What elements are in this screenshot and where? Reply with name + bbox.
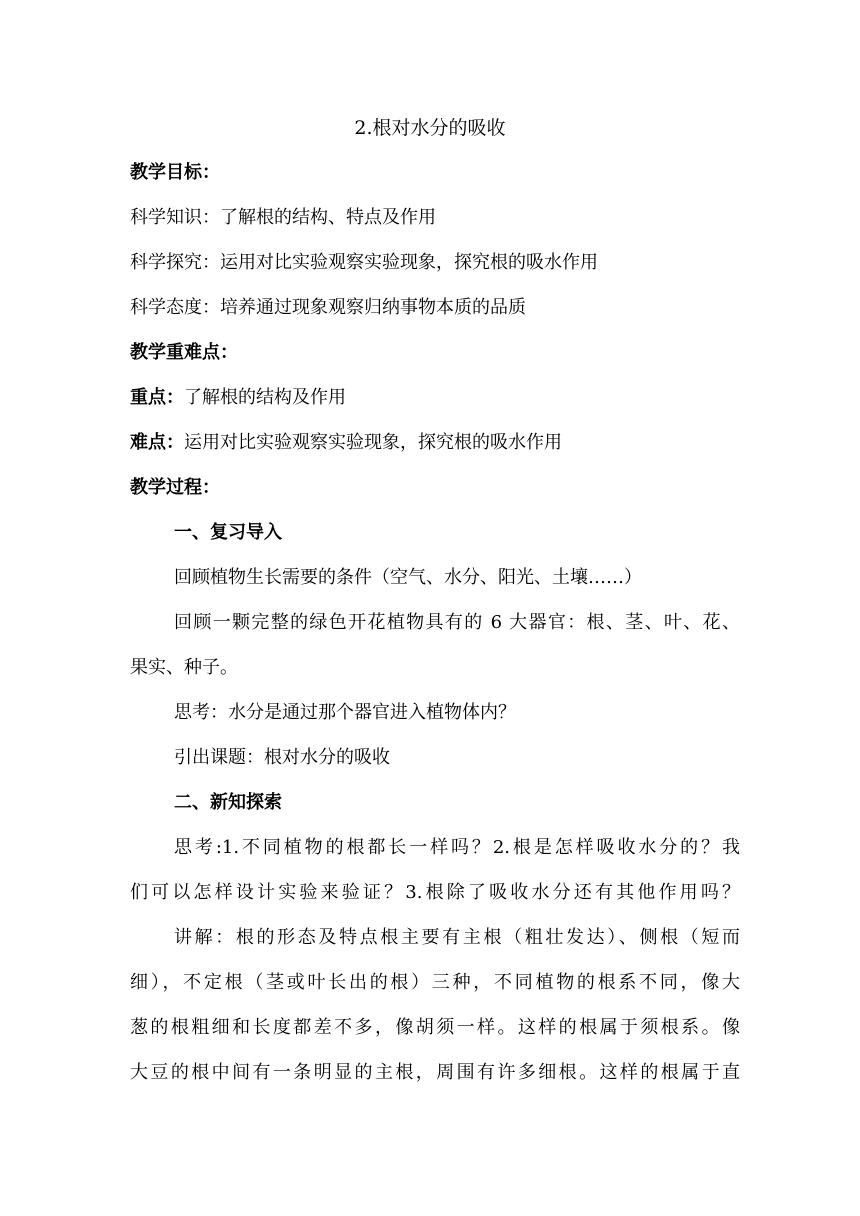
section2-paragraph: 细），不定根（茎或叶长出的根）三种，不同植物的根系不同，像大 — [130, 972, 740, 993]
section2-paragraph: 们可以怎样设计实验来验证？3.根除了吸收水分还有其他作用吗？ — [130, 882, 740, 903]
section1-paragraph: 回顾一颗完整的绿色开花植物具有的 6 大器官：根、茎、叶、花、 — [174, 612, 740, 633]
section2-paragraph: 讲解：根的形态及特点根主要有主根（粗壮发达）、侧根（短而 — [174, 927, 740, 948]
section1-paragraph: 引出课题：根对水分的吸收 — [174, 747, 390, 768]
difficult-point — [130, 429, 740, 457]
document-title: 2.根对水分的吸收 — [354, 117, 506, 139]
objective-knowledge: 科学知识：了解根的结构、特点及作用 — [130, 207, 436, 228]
key-points-heading: 教学重难点： — [130, 342, 238, 363]
section1-paragraph: 果实、种子。 — [130, 657, 238, 678]
key-point-text: 了解根的结构及作用 — [184, 387, 346, 408]
process-heading: 教学过程： — [130, 477, 220, 498]
section2-paragraph: 葱的根粗细和长度都差不多，像胡须一样。这样的根属于须根系。像 — [130, 1017, 740, 1038]
objectives-heading: 教学目标： — [130, 162, 220, 183]
section2-heading: 二、新知探索 — [174, 792, 282, 813]
difficult-point-label: 难点： — [130, 432, 184, 453]
key-point-label: 重点： — [130, 387, 184, 408]
section1-heading: 一、复习导入 — [174, 522, 282, 543]
section1-paragraph: 回顾植物生长需要的条件（空气、水分、阳光、土壤……） — [174, 567, 642, 588]
section2-paragraph: 思考:1.不同植物的根都长一样吗？2.根是怎样吸收水分的？我 — [174, 837, 740, 858]
section1-paragraph: 思考：水分是通过那个器官进入植物体内？ — [174, 702, 516, 723]
difficult-point-text: 运用对比实验观察实验现象，探究根的吸水作用 — [184, 432, 562, 453]
objective-inquiry: 科学探究：运用对比实验观察实验现象，探究根的吸水作用 — [130, 252, 598, 273]
section2-paragraph: 大豆的根中间有一条明显的主根，周围有许多细根。这样的根属于直 — [130, 1062, 740, 1083]
objective-attitude: 科学态度：培养通过现象观察归纳事物本质的品质 — [130, 297, 526, 318]
key-point — [130, 384, 740, 412]
